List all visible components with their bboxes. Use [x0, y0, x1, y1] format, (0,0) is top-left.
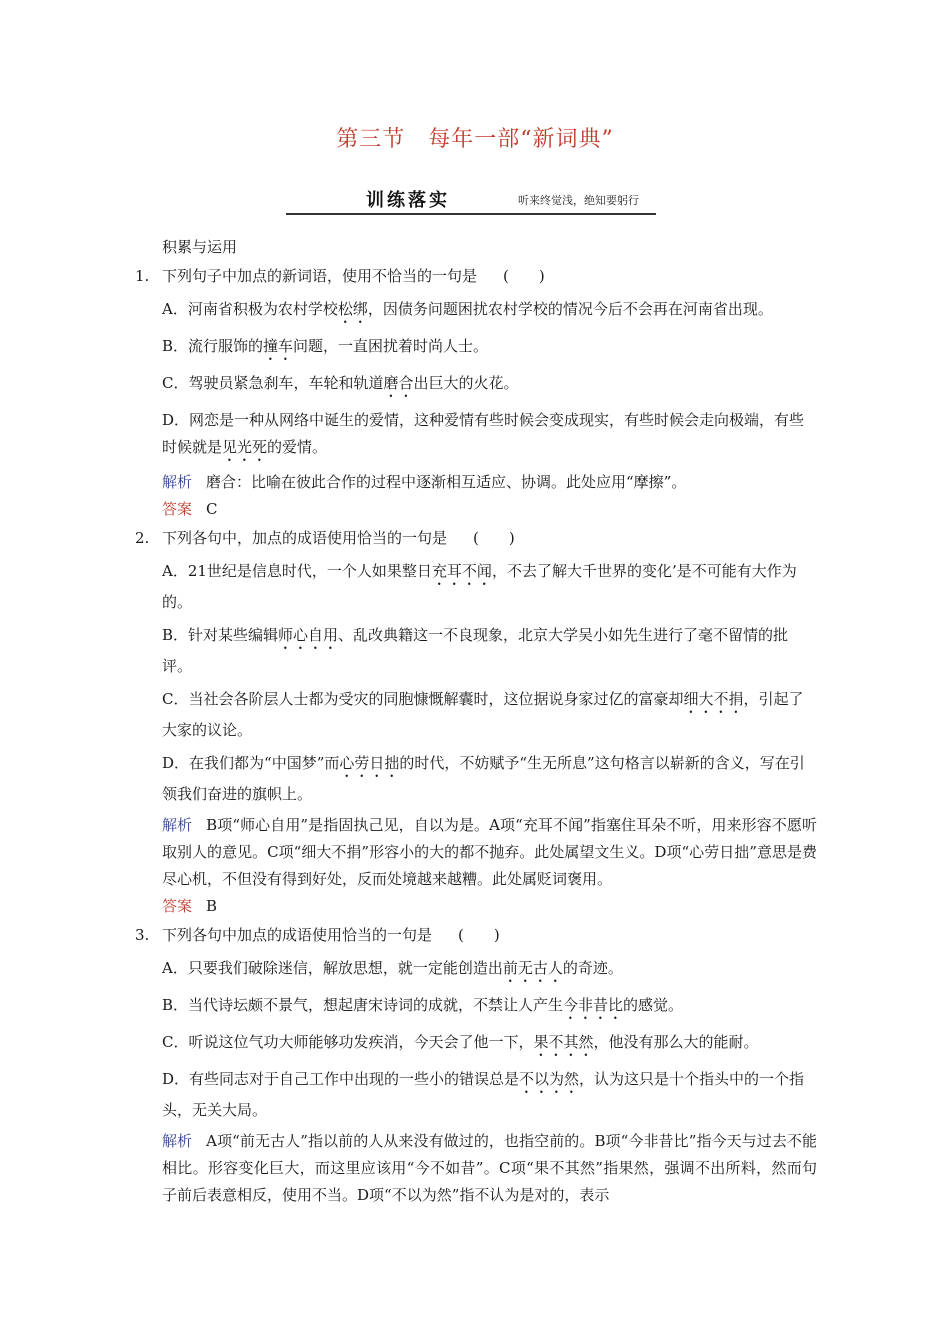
banner-rule — [286, 213, 656, 215]
question-stem-text: 下列各句中加点的成语使用恰当的一句是 — [162, 926, 433, 944]
answer-value: C — [206, 500, 218, 518]
option-text — [135, 558, 817, 616]
option — [135, 955, 817, 986]
option — [135, 407, 817, 465]
analysis-label: 解析 — [162, 1132, 193, 1150]
emphasized-term: 松绑 — [337, 300, 368, 318]
analysis-label: 解析 — [162, 816, 193, 834]
option — [135, 992, 817, 1023]
emphasized-term: 不以为然 — [519, 1070, 580, 1088]
analysis-text: 磨合：比喻在彼此合作的过程中逐渐相互适应、协调。此处应用“摩擦”。 — [206, 473, 687, 491]
analysis-text: A项“前无古人”指以前的人从来没有做过的，也指空前的。B项“今非昔比”指今天与过去不能相比。形容变化巨大，而这里应该用“今不如昔”。C项“果不其然”指果然，强调不出所料，然而句子前后表意相反，使用不当。D项“不以为然”指不认为是对的，表示 — [162, 1132, 817, 1204]
emphasized-term: 充耳不闻 — [431, 562, 492, 580]
option-text-before: A．只要我们破除迷信，解放思想，就一定能创造出 — [162, 959, 503, 977]
exercise-content — [135, 234, 817, 1209]
page-title: 第三节 每年一部“新词典” — [336, 127, 614, 152]
analysis-label: 解析 — [162, 473, 193, 491]
answer-label: 答案 — [162, 500, 193, 518]
option-text-before: D．网恋是一种从网络中诞生的爱情，这种爱情有些时候会变成现实，有些时候会走向极端，有些时候就是 — [162, 411, 805, 456]
banner-motto: 听来终觉浅，绝知要躬行 — [518, 194, 639, 207]
analysis-text: B项“师心自用”是指固执己见，自以为是。A项“充耳不闻”指塞住耳朵不听，用来形容不愿听取别人的意见。C项“细大不捐”形容小的大的都不抛弃。此处属望文生义。D项“心劳日拙”意思是费尽心机，不但没有得到好处，反而处境越来越糟。此处属贬词褒用。 — [162, 816, 817, 888]
emphasized-term: 果不其然 — [533, 1033, 594, 1051]
option-text-after: ，他没有那么大的能耐。 — [593, 1033, 759, 1051]
question-stem — [135, 263, 817, 290]
option-text-before: B．流行服饰的 — [162, 337, 264, 355]
answer-bracket: ( ) — [473, 529, 515, 547]
question — [135, 525, 817, 920]
question-text — [162, 922, 817, 949]
option-text — [135, 1066, 817, 1124]
question-stem — [135, 525, 817, 552]
question-text — [162, 525, 817, 552]
question — [135, 263, 817, 523]
option-text-before: D．在我们都为“中国梦”而 — [162, 754, 340, 772]
option-text-after: ，引起了大家的议论。 — [162, 690, 804, 739]
option-text-before: A．21世纪是信息时代，一个人如果整日 — [162, 562, 432, 580]
emphasized-term: 见光死 — [222, 438, 268, 456]
option-text — [135, 622, 817, 680]
option — [135, 296, 817, 327]
question-list — [135, 263, 817, 1209]
option-text-after: 问题，一直困扰着时尚人士。 — [293, 337, 489, 355]
option-text-after: 的爱情。 — [267, 438, 328, 456]
option-text — [135, 955, 817, 986]
analysis — [135, 469, 817, 496]
option — [135, 1029, 817, 1060]
option — [135, 333, 817, 364]
option-text-after: ，因债务问题困扰农村学校的情况今后不会再在河南省出现。 — [367, 300, 773, 318]
emphasized-term: 前无古人 — [502, 959, 563, 977]
option-text-after: ，不去了解大千世界的变化’是不可能有大作为的。 — [162, 562, 797, 611]
emphasized-term: 磨合 — [383, 374, 414, 392]
option — [135, 558, 817, 616]
option-text — [135, 750, 817, 808]
answer-bracket: ( ) — [458, 926, 500, 944]
question-number: 2. — [135, 529, 150, 547]
option-text-after: 的感觉。 — [623, 996, 684, 1014]
emphasized-term: 今非昔比 — [563, 996, 624, 1014]
option-text-before: C．听说这位气功大师能够功发疾消，今天会了他一下， — [162, 1033, 534, 1051]
option-text-before: A．河南省积极为农村学校 — [162, 300, 338, 318]
question-number: 1. — [135, 267, 150, 285]
option-text — [135, 333, 817, 364]
option-text — [135, 296, 817, 327]
emphasized-term: 师心自用 — [278, 626, 339, 644]
answer-value: B — [206, 897, 218, 915]
analysis — [135, 812, 817, 893]
answer-label: 答案 — [162, 897, 193, 915]
banner-title: 训练落实 — [366, 190, 450, 211]
question-number: 3. — [135, 926, 150, 944]
section-label: 积累与运用 — [162, 238, 238, 256]
option-text-after: 的时代，不妨赋予“生无所息”这句格言以崭新的含义，写在引领我们奋进的旗帜上。 — [162, 754, 805, 803]
emphasized-term: 撞车 — [263, 337, 294, 355]
option-text — [135, 992, 817, 1023]
option-text — [135, 407, 817, 465]
option-text-before: B．当代诗坛颇不景气，想起唐宋诗词的成就，不禁让人产生 — [162, 996, 564, 1014]
option-text-before: D．有些同志对于自己工作中出现的一些小的错误总是 — [162, 1070, 520, 1088]
answer — [135, 496, 817, 523]
question-stem-text: 下列各句中，加点的成语使用恰当的一句是 — [162, 529, 448, 547]
option — [135, 750, 817, 808]
option-text-after: 出巨大的火花。 — [413, 374, 519, 392]
emphasized-term: 细大不捐 — [683, 690, 744, 708]
analysis — [135, 1128, 817, 1209]
answer — [135, 893, 817, 920]
option-text-before: C．当社会各阶层人士都为受灾的同胞慷慨解囊时，这位据说身家过亿的富豪却 — [162, 690, 684, 708]
answer-bracket: ( ) — [503, 267, 545, 285]
option-text-before: B．针对某些编辑 — [162, 626, 279, 644]
option — [135, 686, 817, 744]
question-stem-text: 下列句子中加点的新词语，使用不恰当的一句是 — [162, 267, 478, 285]
question-stem — [135, 922, 817, 949]
option-text — [135, 370, 817, 401]
option-text-before: C．驾驶员紧急刹车，车轮和轨道 — [162, 374, 384, 392]
question-text — [162, 263, 817, 290]
section-banner — [286, 184, 656, 214]
option-text-after: ，认为这只是十个指头中的一个指头，无关大局。 — [162, 1070, 805, 1119]
option — [135, 370, 817, 401]
option-text-after: 、乱改典籍这一不良现象，北京大学吴小如先生进行了毫不留情的批评。 — [162, 626, 789, 675]
option — [135, 622, 817, 680]
option-text-after: 的奇迹。 — [562, 959, 623, 977]
emphasized-term: 心劳日拙 — [339, 754, 400, 772]
question — [135, 922, 817, 1209]
option-text — [135, 1029, 817, 1060]
option-text — [135, 686, 817, 744]
option — [135, 1066, 817, 1124]
